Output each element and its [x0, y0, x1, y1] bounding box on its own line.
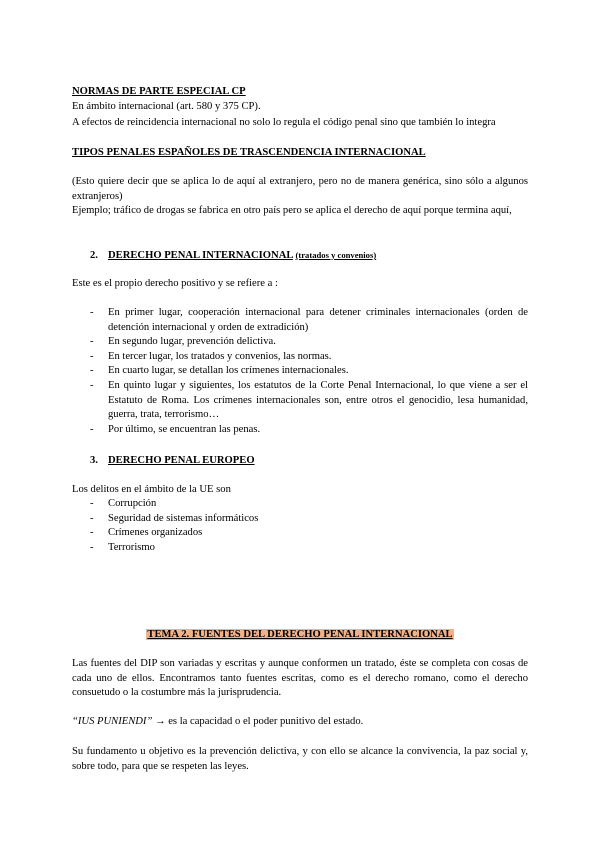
section-2-title: DERECHO PENAL INTERNACIONAL: [108, 250, 293, 261]
section-2-heading: [90, 248, 376, 264]
document-page: [72, 0, 528, 848]
normas-line-1: En ámbito internacional (art. 580 y 375 CP).: [72, 101, 261, 112]
tema-2-heading: TEMA 2. FUENTES DEL DERECHO PENAL INTERNACIONAL: [147, 629, 453, 640]
list-item: - En cuarto lugar, se detallan los crímenes internacionales.: [90, 365, 349, 377]
section-3-list: [72, 497, 528, 555]
section-2-subtitle: (tratados y convenios): [295, 250, 377, 260]
section-2-intro: Este es el propio derecho positivo y se refiere a :: [72, 278, 278, 289]
list-item: - Por último, se encuentran las penas.: [90, 423, 261, 435]
normas-line-2: A efectos de reincidencia internacional no solo lo regula el código penal sino que también lo integra: [72, 117, 496, 128]
tema-2-paragraph-1: Las fuentes del DIP son variadas y escritas y aunque conformen un tratado, éste se completa con cosas de cada uno de ellos. Encontramos tanto fuentes escritas, como es el derecho romano, como el derecho consuetudo o la costumbre más la jurisprudencia.: [72, 658, 528, 699]
normas-heading: NORMAS DE PARTE ESPECIAL CP: [72, 86, 246, 97]
ius-puniendi-term: “IUS PUNIENDI”: [72, 716, 153, 727]
tipos-heading: TIPOS PENALES ESPAÑOLES DE TRASCENDENCIA INTERNACIONAL: [72, 147, 426, 158]
section-3-number: 3.: [90, 455, 98, 466]
list-item: - En segundo lugar, prevención delictiva.: [90, 336, 276, 348]
section-3-title: DERECHO PENAL EUROPEO: [108, 455, 255, 466]
tipos-paragraph-2: Ejemplo; tráfico de drogas se fabrica en otro país pero se aplica el derecho de aquí porque termina aquí,: [72, 205, 512, 216]
tipos-paragraph-1: (Esto quiere decir que se aplica lo de aquí al extranjero, pero no de manera genérica, sino sólo a algunos extranjeros): [72, 176, 528, 202]
ius-puniendi-definition: → es la capacidad o el poder punitivo del estado.: [152, 716, 364, 727]
list-item: - En tercer lugar, los tratados y convenios, las normas.: [90, 350, 332, 362]
list-item: - Seguridad de sistemas informáticos: [90, 512, 259, 524]
list-item: - Crímenes organizados: [90, 527, 203, 539]
tema-2-paragraph-3: Su fundamento u objetivo es la prevención delictiva, y con ello se alcance la convivencia, la paz social y, sobre todo, para que se respeten las leyes.: [72, 746, 528, 772]
ius-puniendi-line: [72, 715, 528, 730]
list-item: - Terrorismo: [90, 541, 155, 553]
list-item: - En quinto lugar y siguientes, los estatutos de la Corte Penal Internacional, lo que viene a ser el Estatuto de Roma. Los crímenes internacionales son, entre otros el genocidio, lesa humanidad, guerra, trata, terrorismo…: [90, 379, 528, 421]
section-2-number: 2.: [90, 250, 98, 261]
section-2-list: [72, 306, 528, 437]
list-item: - En primer lugar, cooperación internacional para detener criminales internacionales (orden de detención internacional y orden de extradición): [90, 307, 528, 333]
section-3-heading: [90, 454, 255, 469]
tema-2-heading-wrap: [72, 628, 528, 643]
section-3-intro: Los delitos en el ámbito de la UE son: [72, 484, 231, 495]
list-item: - Corrupción: [90, 498, 157, 509]
